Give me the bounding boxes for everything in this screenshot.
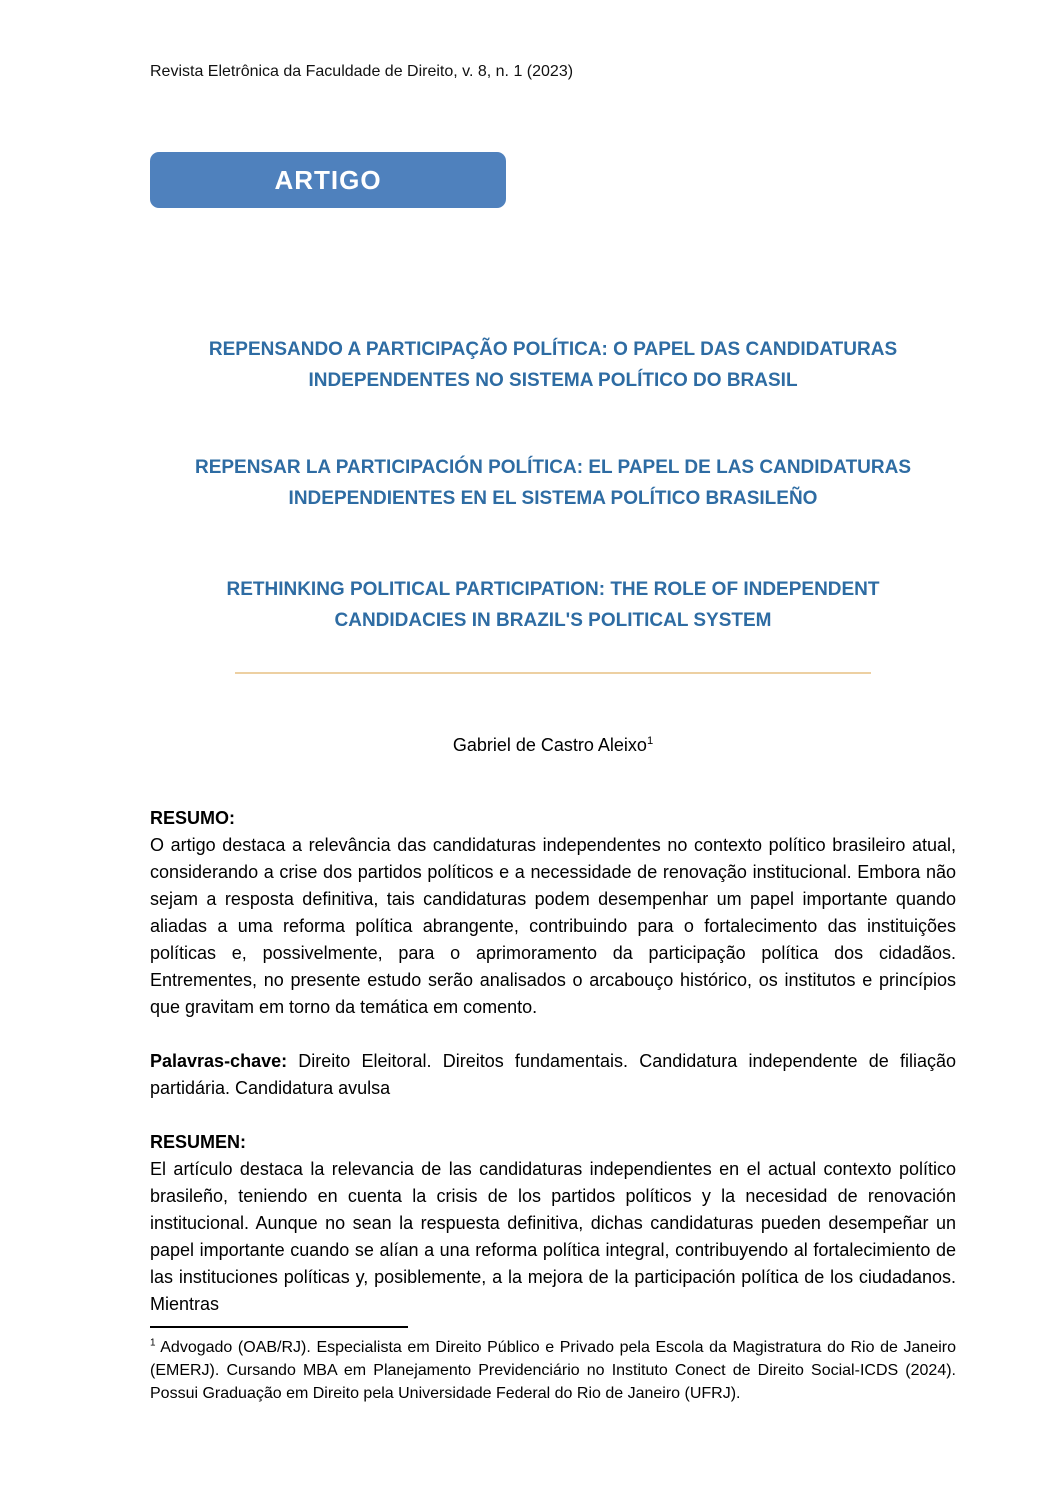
footnote-marker: 1 (150, 1337, 156, 1349)
page-content (150, 0, 956, 1405)
resumen-body: El artículo destaca la relevancia de las candidaturas independientes en el actual contexto político brasileño, teniendo en cuenta la crisis de los partidos políticos y la necesidad de renovación institucional. Aunque no sean la respuesta definitiva, dichas candidaturas pueden desempeñar un papel importante cuando se alían a una reforma política integral, contribuyendo al fortalecimiento de las instituciones políticas y, posiblemente, a la mejora de la participación política de los ciudadanos. Mientras (150, 1159, 956, 1314)
artigo-badge: ARTIGO (150, 152, 506, 208)
title-portuguese: REPENSANDO A PARTICIPAÇÃO POLÍTICA: O PAPEL DAS CANDIDATURAS INDEPENDENTES NO SISTEMA POLÍTICO DO BRASIL (208, 339, 898, 391)
keywords-line (150, 1048, 956, 1102)
author-footnote-ref: 1 (646, 735, 654, 747)
resumen-heading: RESUMEN: (150, 1132, 247, 1152)
footnote (150, 1336, 956, 1405)
title-spanish: REPENSAR LA PARTICIPACIÓN POLÍTICA: EL PAPEL DE LAS CANDIDATURAS INDEPENDIENTES EN EL SISTEMA POLÍTICO BRASILEÑO (194, 457, 912, 509)
footnote-separator (150, 1326, 408, 1328)
keywords-label: Palavras-chave: (150, 1051, 288, 1071)
title-english: RETHINKING POLITICAL PARTICIPATION: THE ROLE OF INDEPENDENT CANDIDACIES IN BRAZIL'S POLITICAL SYSTEM (226, 579, 880, 631)
author-line (150, 732, 956, 759)
title-divider (235, 672, 871, 674)
resumo-heading: RESUMO: (150, 808, 235, 828)
journal-header: Revista Eletrônica da Faculdade de Direito, v. 8, n. 1 (2023) (150, 63, 574, 80)
keywords-text: Direito Eleitoral. Direitos fundamentais. Candidatura independente de filiação partidária. Candidatura avulsa (150, 1051, 956, 1098)
footnote-text: Advogado (OAB/RJ). Especialista em Direito Público e Privado pela Escola da Magistratura do Rio de Janeiro (EMERJ). Cursando MBA em Planejamento Previdenciário no Instituto Conect de Direito Social-ICDS (2024). Possui Graduação em Direito pela Universidade Federal do Rio de Janeiro (UFRJ). (150, 1339, 956, 1402)
resumo-body: O artigo destaca a relevância das candidaturas independentes no contexto político brasileiro atual, considerando a crise dos partidos políticos e a necessidade de renovação institucional. Embora não sejam a resposta definitiva, tais candidaturas podem desempenhar um papel importante quando aliadas a uma reforma política abrangente, contribuindo para o fortalecimento das instituições políticas e, possivelmente, para o aprimoramento da participação política dos cidadãos. Entrementes, no presente estudo serão analisados o arcabouço histórico, os institutos e princípios que gravitam em torno da temática em comento. (150, 835, 956, 1017)
author-name: Gabriel de Castro Aleixo (452, 735, 647, 755)
